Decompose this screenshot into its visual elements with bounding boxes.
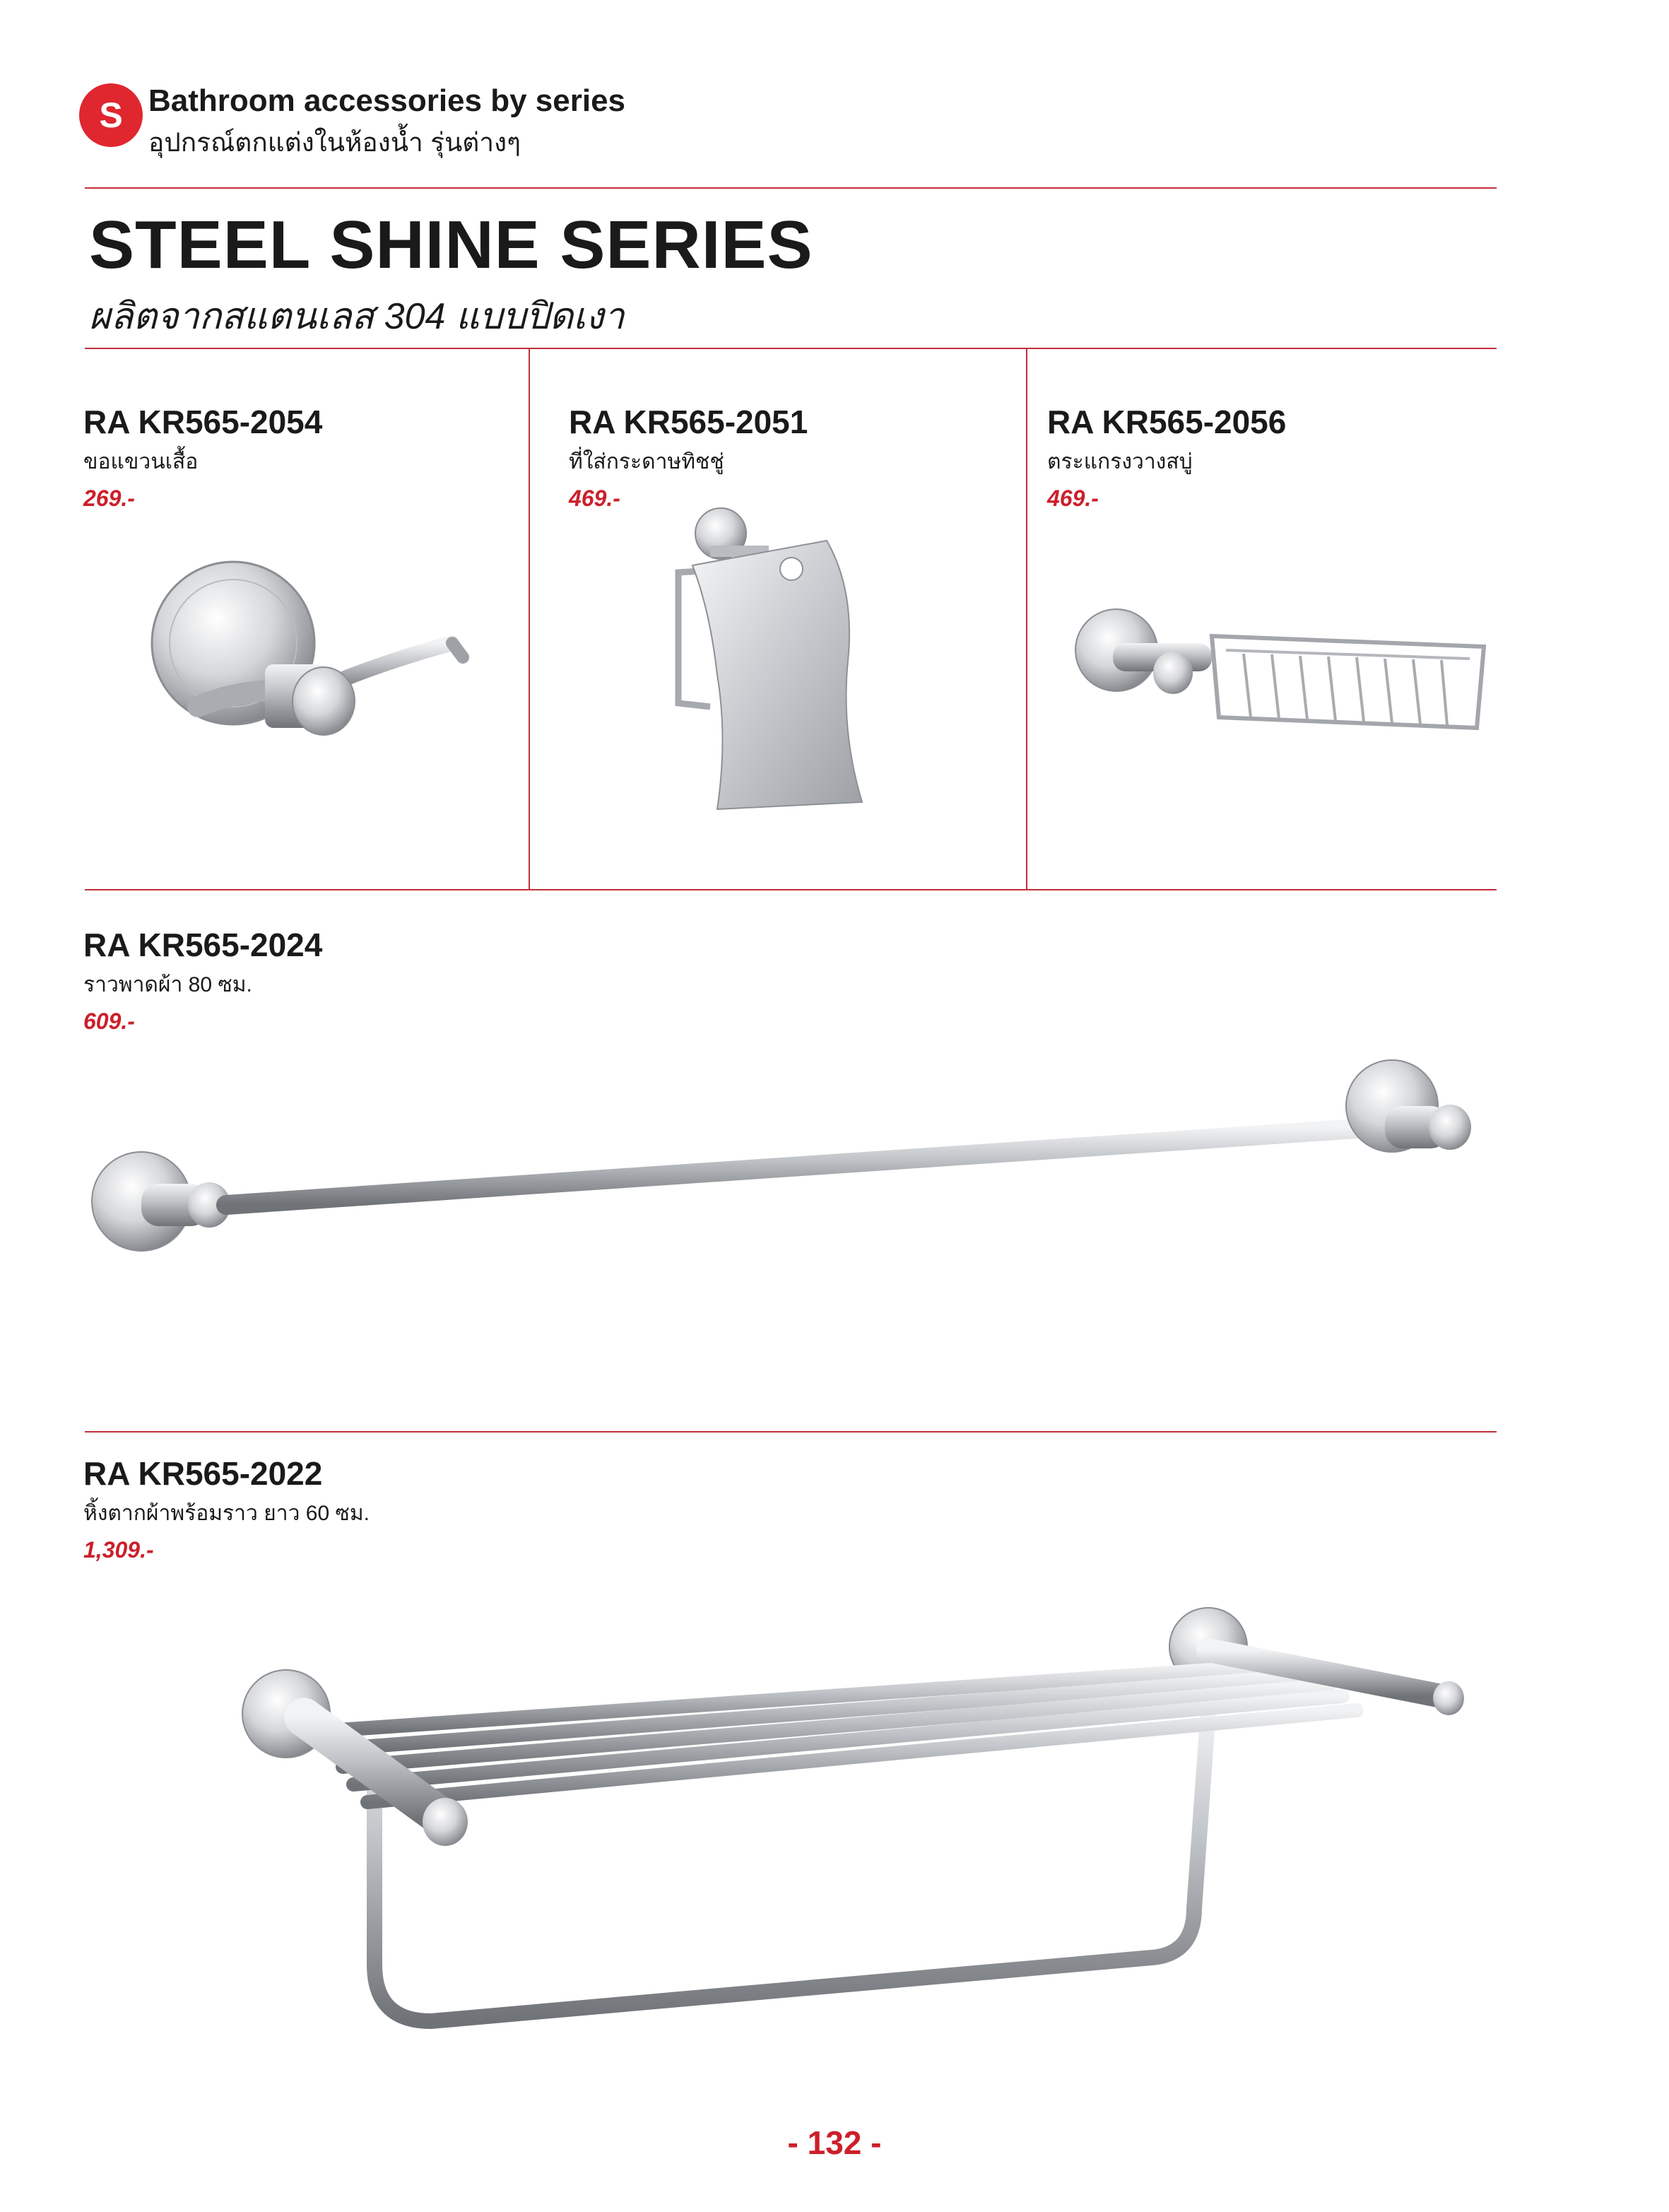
divider-row-1 [85, 889, 1497, 890]
product-card-2024 [83, 926, 322, 1035]
divider-top [85, 187, 1497, 189]
product-code: RA KR565-2054 [83, 404, 323, 440]
series-title: STEEL SHINE SERIES [89, 207, 813, 283]
product-price: 1,309.- [83, 1537, 154, 1563]
column-divider-2 [1026, 348, 1027, 889]
product-code: RA KR565-2024 [83, 926, 323, 963]
category-title: Bathroom accessories by series [148, 83, 626, 118]
product-code: RA KR565-2056 [1047, 404, 1287, 440]
series-badge [79, 83, 143, 147]
product-name: ราวพาดผ้า 80 ซม. [83, 973, 252, 996]
product-name: ที่ใส่กระดาษทิชชู่ [569, 450, 724, 473]
tissue-holder-image [650, 505, 919, 816]
series-subtitle: ผลิตจากสแตนเลส 304 แบบปิดเงา [89, 296, 625, 337]
product-name: ตระแกรงวางสบู่ [1047, 450, 1193, 473]
page-number: - 132 - [787, 2124, 882, 2161]
product-name: หิ้งตากผ้าพร้อมราว ยาว 60 ซม. [83, 1502, 370, 1525]
towel-shelf-image [233, 1597, 1477, 2049]
product-card-2022 [83, 1454, 370, 1563]
product-code: RA KR565-2051 [569, 404, 808, 440]
column-divider-1 [529, 348, 530, 889]
category-subtitle: อุปกรณ์ตกแต่งในห้องน้ำ รุ่นต่างๆ [148, 128, 521, 157]
robe-hook-image [141, 544, 480, 770]
product-card-2051 [569, 403, 808, 512]
badge-letter: S [99, 95, 123, 135]
divider-row-2 [85, 1431, 1497, 1432]
towel-bar-image [85, 1046, 1498, 1279]
product-name: ขอแขวนเสื้อ [83, 450, 199, 473]
product-card-2054 [83, 403, 322, 512]
product-price: 469.- [569, 486, 620, 511]
product-price: 269.- [83, 486, 135, 511]
soap-basket-image [1074, 594, 1498, 742]
divider-series [85, 348, 1497, 349]
product-price: 609.- [83, 1008, 135, 1034]
product-price: 469.- [1047, 486, 1099, 511]
product-code: RA KR565-2022 [83, 1455, 323, 1492]
product-card-2056 [1047, 403, 1286, 512]
